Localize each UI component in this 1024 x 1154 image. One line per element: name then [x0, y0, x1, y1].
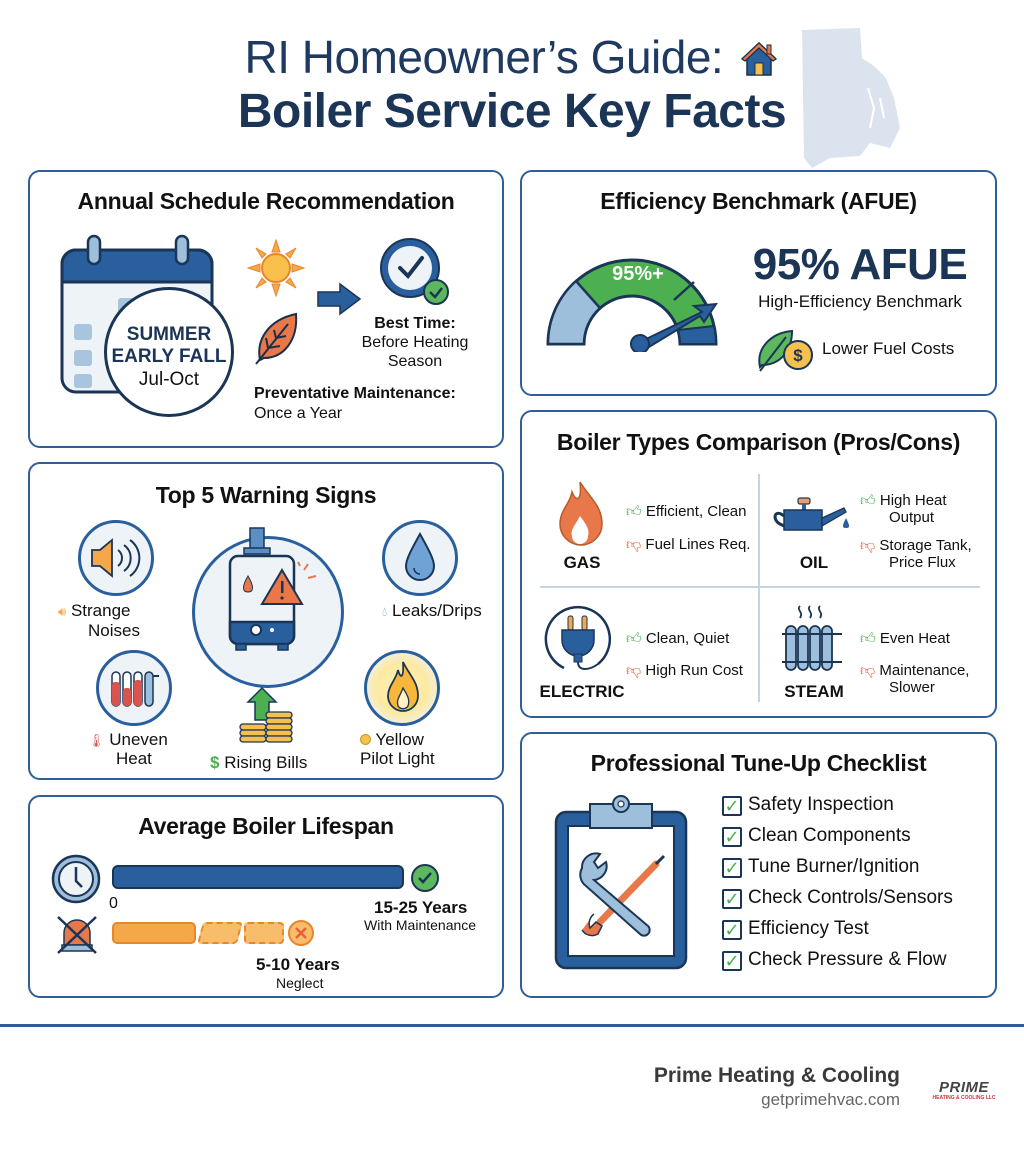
checkbox-checked-icon: ✓	[722, 889, 742, 909]
efficiency-card	[520, 170, 997, 396]
boiler-types-card	[520, 410, 997, 718]
warning-uneven-heat: 🌡︎ Uneven	[88, 730, 168, 749]
boiler-warning-icon	[220, 526, 330, 656]
best-time-value-line2: Season	[387, 353, 443, 370]
svg-text:$: $	[793, 346, 803, 365]
logo-subtext: HEATING & COOLING LLC	[932, 1095, 996, 1101]
company-website[interactable]: getprimehvac.com	[761, 1090, 900, 1109]
clock-icon	[50, 853, 102, 905]
checklist-item: ✓ Clean Components	[722, 825, 992, 856]
checklist-item: ✓ Check Controls/Sensors	[722, 887, 992, 918]
season-badge-line3: Jul-Oct	[138, 369, 200, 390]
thermometer-icon: 🌡︎	[88, 733, 105, 748]
checklist-item: ✓ Check Pressure & Flow	[722, 949, 992, 980]
electric-con: 👎︎ High Run Cost	[626, 662, 743, 679]
logo-text: PRIME	[938, 1079, 989, 1096]
thumbs-up-icon: 👍︎	[860, 630, 876, 647]
warning-yellow-pilot-line2: Pilot Light	[360, 749, 435, 768]
best-time-value-line1: Before Heating	[361, 334, 469, 351]
leaf-dollar-icon	[756, 327, 818, 373]
checklist-item: ✓ Tune Burner/Ignition	[722, 856, 992, 887]
thumbs-down-icon: 👎︎	[626, 662, 642, 679]
house-icon	[739, 39, 779, 79]
warning-strange-noises-line2: Noises	[88, 621, 140, 640]
steam-radiator-icon	[780, 604, 846, 676]
checklist	[722, 794, 992, 980]
thumbs-up-icon: 👍︎	[860, 492, 876, 509]
checkbox-checked-icon: ✓	[722, 951, 742, 971]
maintained-lifespan-bar	[112, 865, 404, 889]
thumbs-down-icon: 👎︎	[626, 536, 642, 553]
thumbs-down-icon: 👎︎	[860, 537, 876, 554]
arrow-right-icon	[316, 282, 362, 316]
checklist-item: ✓ Efficiency Test	[722, 918, 992, 949]
card-title: Professional Tune-Up Checklist	[590, 750, 927, 776]
page-title-line2: Boiler Service Key Facts	[237, 85, 787, 138]
dollar-sign-icon: $	[210, 753, 220, 772]
warning-strange-noises: 🔊︎ Strange	[58, 601, 131, 620]
warning-rising-bills: $ Rising Bills	[210, 753, 308, 772]
axis-start-label: 0	[109, 895, 118, 912]
drop-small-icon: 💧︎	[382, 604, 388, 619]
speaker-small-icon: 🔊︎	[58, 604, 67, 619]
checkbox-checked-icon: ✓	[722, 827, 742, 847]
maintained-label: With Maintenance	[364, 917, 477, 933]
annual-schedule-card	[28, 170, 504, 448]
checklist-item: ✓ Safety Inspection	[722, 794, 992, 825]
card-title: Top 5 Warning Signs	[155, 482, 377, 508]
oil-pro-line2: Output	[889, 509, 935, 526]
checkbox-checked-icon: ✓	[722, 796, 742, 816]
neglect-lifespan-bar	[112, 922, 196, 944]
type-gas-label: GAS	[563, 553, 601, 572]
gas-flame-icon	[556, 480, 606, 548]
lifespan-card	[28, 795, 504, 998]
lower-fuel-costs-label: Lower Fuel Costs	[822, 339, 955, 358]
season-badge-line2: EARLY FALL	[111, 346, 227, 367]
neglect-label: Neglect	[276, 975, 324, 991]
neglect-value: 5-10 Years	[256, 955, 340, 974]
steam-pro: 👍︎ Even Heat	[860, 630, 950, 647]
type-electric-label: ELECTRIC	[539, 682, 625, 701]
steam-con-line2: Slower	[889, 679, 935, 696]
title-text: RI Homeowner’s Guide:	[244, 31, 724, 83]
afue-subtitle: High-Efficiency Benchmark	[758, 292, 962, 311]
warning-uneven-heat-line2: Heat	[116, 749, 152, 768]
page-title-line1	[0, 30, 1024, 84]
season-badge-line1: SUMMER	[126, 324, 212, 345]
afue-headline: 95% AFUE	[752, 240, 968, 289]
sun-icon	[246, 238, 306, 298]
best-time-label: Best Time:	[374, 315, 456, 332]
yellow-dot-icon	[360, 734, 371, 745]
tune-up-checklist-card	[520, 732, 997, 998]
clipboard-tools-icon	[552, 794, 692, 974]
warning-yellow-pilot: Yellow	[360, 730, 424, 750]
x-circle-icon	[287, 919, 315, 947]
gas-pro: 👍︎ Efficient, Clean	[626, 503, 747, 520]
grid-divider-vertical	[758, 474, 760, 702]
card-title: Boiler Types Comparison (Pros/Cons)	[556, 429, 961, 455]
plug-icon	[544, 604, 614, 676]
leaf-icon	[254, 310, 300, 366]
maintenance-label: Preventative Maintenance:	[254, 385, 456, 402]
thumbs-down-icon: 👎︎	[860, 662, 876, 679]
grid-divider-horizontal	[540, 586, 980, 588]
broken-boiler-icon	[56, 915, 98, 955]
flame-icon	[386, 660, 420, 714]
speaker-icon	[90, 536, 142, 580]
company-logo	[924, 1080, 1004, 1102]
radiator-icon	[108, 668, 162, 710]
maintained-value: 15-25 Years	[374, 898, 468, 917]
oil-con: 👎︎ Storage Tank,	[860, 537, 972, 554]
clock-check-icon	[376, 236, 456, 306]
neglect-bar-segment	[197, 922, 243, 944]
electric-pro: 👍︎ Clean, Quiet	[626, 630, 730, 647]
footer-divider	[0, 1024, 1024, 1027]
coins-up-icon	[238, 686, 298, 746]
card-title: Average Boiler Lifespan	[138, 813, 394, 839]
card-title: Annual Schedule Recommendation	[77, 188, 455, 214]
neglect-bar-segment	[244, 922, 284, 944]
oil-pro: 👍︎ High Heat	[860, 492, 947, 509]
thumbs-up-icon: 👍︎	[626, 503, 642, 520]
header	[0, 0, 1024, 165]
warning-signs-card	[28, 462, 504, 780]
type-oil-label: OIL	[799, 553, 829, 572]
steam-con: 👎︎ Maintenance,	[860, 662, 970, 679]
company-name: Prime Heating & Cooling	[653, 1064, 900, 1087]
check-circle-icon	[410, 863, 440, 893]
oil-con-line2: Price Flux	[889, 554, 956, 571]
thumbs-up-icon: 👍︎	[626, 630, 642, 647]
checkbox-checked-icon: ✓	[722, 858, 742, 878]
card-title: Efficiency Benchmark (AFUE)	[600, 188, 917, 214]
maintenance-value: Once a Year	[254, 405, 343, 422]
checkbox-checked-icon: ✓	[722, 920, 742, 940]
water-drop-icon	[404, 532, 436, 582]
warning-leaks: 💧︎ Leaks/Drips	[382, 601, 482, 620]
svg-text:95%+: 95%+	[612, 263, 664, 285]
gas-con: 👎︎ Fuel Lines Req.	[626, 536, 751, 553]
oil-can-icon	[770, 496, 852, 538]
efficiency-gauge-icon	[542, 240, 722, 352]
type-steam-label: STEAM	[784, 682, 844, 701]
